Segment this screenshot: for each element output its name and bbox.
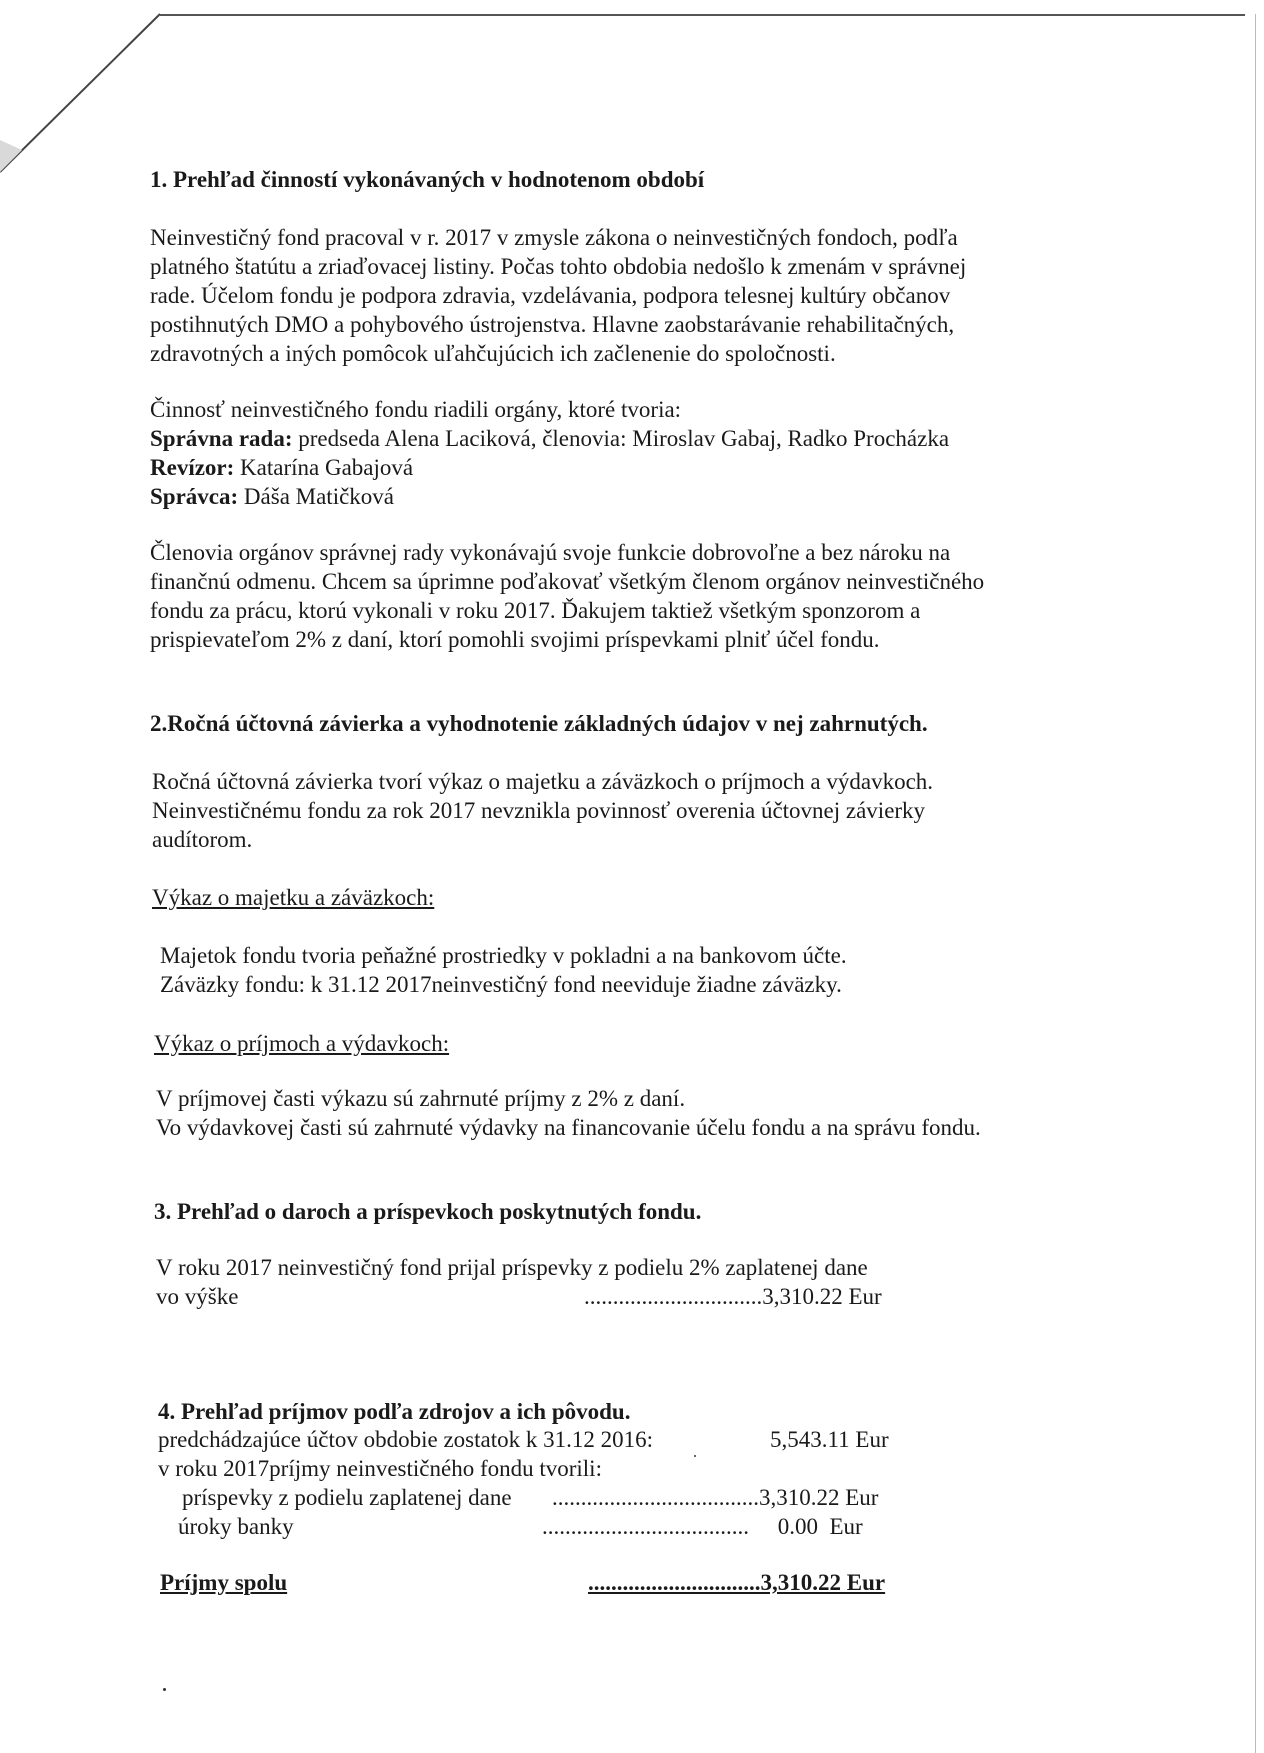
- section1-para2-line: Členovia orgánov správnej rady vykonávajú svoje funkcie dobrovoľne a bez nároku na: [150, 540, 951, 565]
- organ-value: Katarína Gabajová: [234, 455, 414, 480]
- organ-label: Revízor:: [150, 455, 235, 480]
- section3-line: V roku 2017 neinvestičný fond prijal príspevky z podielu 2% zaplatenej dane: [156, 1255, 868, 1280]
- section3-amount-label: vo výške: [156, 1284, 239, 1309]
- section3-amount-value: ...............................3,310.22 Eur: [584, 1284, 882, 1309]
- organ-board: [150, 425, 949, 453]
- section2-para1-line: Ročná účtovná závierka tvorí výkaz o majetku a záväzkoch o príjmoch a výdavkoch.: [152, 769, 934, 794]
- assets-line: Majetok fondu tvoria peňažné prostriedky v pokladni a na bankovom účte.: [160, 943, 847, 968]
- balance-label: predchádzajúce účtov obdobie zostatok k 31.12 2016:: [158, 1427, 653, 1452]
- section1-para2-line: fondu za prácu, ktorú vykonali v roku 2017. Ďakujem taktiež všetkým sponzorom a: [150, 598, 921, 623]
- assets-subheading: Výkaz o majetku a záväzkoch:: [152, 885, 435, 910]
- income-item-label: príspevky z podielu zaplatenej dane: [182, 1485, 512, 1510]
- income-line: V príjmovej časti výkazu sú zahrnuté príjmy z 2% z daní.: [156, 1086, 686, 1111]
- section1-para2-line: finančnú odmenu. Chcem sa úprimne poďakovať všetkým členom orgánov neinvestičného: [150, 569, 985, 594]
- organ-auditor: [150, 454, 413, 482]
- total-value: ..............................3,310.22 Eur: [588, 1570, 886, 1595]
- assets-line: Záväzky fondu: k 31.12 2017neinvestičný fond neeviduje žiadne záväzky.: [160, 972, 842, 997]
- income-item-value: ....................................3,310.22 Eur: [552, 1485, 879, 1510]
- income-intro: v roku 2017príjmy neinvestičného fondu tvorili:: [158, 1456, 602, 1481]
- total-label: Príjmy spolu: [160, 1570, 288, 1595]
- income-line: Vo výdavkovej časti sú zahrnuté výdavky na financovanie účelu fondu a na správu fondu.: [156, 1115, 981, 1140]
- section1-para1-line: rade. Účelom fondu je podpora zdravia, vzdelávania, podpora telesnej kultúry občanov: [150, 283, 951, 308]
- section1-para2-line: prispievateľom 2% z daní, ktorí pomohli svojimi príspevkami plniť účel fondu.: [150, 627, 880, 652]
- income-item-label: úroky banky: [178, 1514, 294, 1539]
- income-item-value: .................................... 0.00 Eur: [542, 1514, 863, 1539]
- organ-administrator: [150, 483, 394, 511]
- scan-speck: [694, 1455, 696, 1457]
- section4-heading: 4. Prehľad príjmov podľa zdrojov a ich pôvodu.: [158, 1399, 631, 1424]
- section3-heading: 3. Prehľad o daroch a príspevkoch poskytnutých fondu.: [154, 1199, 702, 1224]
- organ-label: Správna rada:: [150, 426, 293, 451]
- section1-para1-line: zdravotných a iných pomôcok uľahčujúcich ich začlenenie do spoločnosti.: [150, 341, 836, 366]
- section1-para1-line: platného štatútu a zriaďovacej listiny. Počas tohto obdobia nedošlo k zmenám v správnej: [150, 254, 967, 279]
- organ-value: predseda Alena Laciková, členovia: Miroslav Gabaj, Radko Procházka: [292, 426, 950, 451]
- section2-para1-line: audítorom.: [152, 827, 253, 852]
- organs-intro: Činnosť neinvestičného fondu riadili orgány, ktoré tvoria:: [150, 397, 682, 422]
- section2-para1-line: Neinvestičnému fondu za rok 2017 nevznikla povinnosť overenia účtovnej závierky: [152, 798, 926, 823]
- scan-speck: [163, 1688, 166, 1691]
- balance-value: 5,543.11 Eur: [770, 1427, 889, 1452]
- organ-label: Správca:: [150, 484, 239, 509]
- section2-heading: 2.Ročná účtovná závierka a vyhodnotenie základných údajov v nej zahrnutých.: [150, 711, 928, 736]
- organ-value: Dáša Matičková: [238, 484, 395, 509]
- section1-heading: 1. Prehľad činností vykonávaných v hodnotenom období: [150, 167, 705, 192]
- section1-para1-line: Neinvestičný fond pracoval v r. 2017 v zmysle zákona o neinvestičných fondoch, podľa: [150, 225, 958, 250]
- section1-para1-line: postihnutých DMO a pohybového ústrojenstva. Hlavne zaobstarávanie rehabilitačných,: [150, 312, 955, 337]
- income-subheading: Výkaz o príjmoch a výdavkoch:: [154, 1031, 450, 1056]
